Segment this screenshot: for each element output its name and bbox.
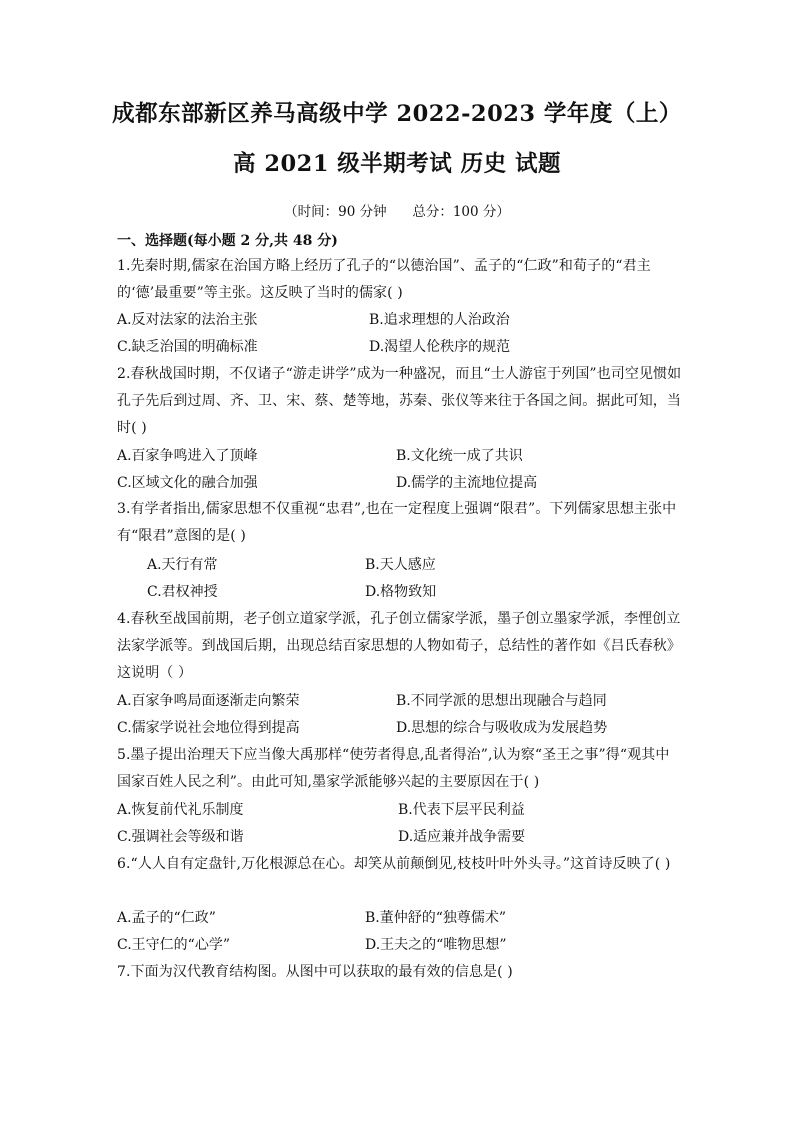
exam-title-line1: 成都东部新区养马高级中学 2022-2023 学年度（上） bbox=[112, 101, 682, 127]
question-2-option-a[interactable]: A.百家争鸣进入了顶峰 bbox=[117, 448, 258, 464]
question-1-option-c[interactable]: C.缺乏治国的明确标准 bbox=[117, 339, 258, 355]
question-2-option-d[interactable]: D.儒学的主流地位提高 bbox=[396, 475, 538, 491]
question-4-option-a[interactable]: A.百家争鸣局面逐渐走向繁荣 bbox=[117, 693, 300, 709]
question-5-stem: 5.墨子提出治理天下应当像大禹那样“使劳者得息,乱者得治”,认为察“圣王之事”得“观其中国家百姓人民之利”。由此可知,墨家学派能够兴起的主要原因在于( ) bbox=[117, 747, 670, 790]
question-3-option-a[interactable]: A.天行有常 bbox=[147, 557, 218, 573]
exam-time-info: （时间：90 分钟 总分：100 分） bbox=[284, 204, 510, 220]
question-5-option-b[interactable]: B.代表下层平民利益 bbox=[398, 802, 525, 818]
question-1-option-b[interactable]: B.追求理想的人治政治 bbox=[369, 312, 510, 328]
question-3-option-d[interactable]: D.格物致知 bbox=[365, 584, 437, 600]
question-2-option-c[interactable]: C.区域文化的融合加强 bbox=[117, 475, 258, 491]
question-1-option-a[interactable]: A.反对法家的法治主张 bbox=[117, 312, 258, 328]
question-2-stem: 2.春秋战国时期，不仅诸子“游走讲学”成为一种盛况，而且“士人游宦于列国”也司空见惯如孔子先后到过周、齐、卫、宋、蔡、楚等地，苏秦、张仪等来往于各国之间。据此可知，当时( ) bbox=[117, 366, 682, 436]
question-5-option-d[interactable]: D.适应兼并战争需要 bbox=[398, 829, 526, 845]
question-5-option-c[interactable]: C.强调社会等级和谐 bbox=[117, 829, 244, 845]
question-1-option-d[interactable]: D.渴望人伦秩序的规范 bbox=[369, 339, 511, 355]
question-2-option-b[interactable]: B.文化统一成了共识 bbox=[396, 448, 523, 464]
question-6-stem: 6.“人人自有定盘针,万化根源总在心。却笑从前颠倒见,枝枝叶叶外头寻。”这首诗反映了( ) bbox=[117, 856, 671, 872]
question-3-stem: 3.有学者指出,儒家思想不仅重视“忠君”,也在一定程度上强调“限君”。下列儒家思想主张中有“限君”意图的是( ) bbox=[117, 501, 677, 544]
question-6-option-d[interactable]: D.王夫之的“唯物思想” bbox=[365, 937, 507, 953]
question-6-option-a[interactable]: A.孟子的“仁政” bbox=[117, 910, 216, 926]
question-3-option-c[interactable]: C.君权神授 bbox=[147, 584, 218, 600]
question-7-stem: 7.下面为汉代教育结构图。从图中可以获取的最有效的信息是( ) bbox=[117, 964, 513, 980]
exam-title-line2: 高 2021 级半期考试 历史 试题 bbox=[233, 151, 561, 177]
section-title: 一、选择题(每小题 2 分,共 48 分) bbox=[117, 233, 338, 249]
question-6-option-c[interactable]: C.王守仁的“心学” bbox=[117, 937, 230, 953]
question-5-option-a[interactable]: A.恢复前代礼乐制度 bbox=[117, 802, 244, 818]
question-4-stem: 4.春秋至战国前期，老子创立道家学派，孔子创立儒家学派，墨子创立墨家学派，李悝创立法家学派等。到战国后期，出现总结百家思想的人物如荀子，总结性的著作如《吕氏春秋》这说明（ ） bbox=[117, 611, 681, 681]
question-4-option-b[interactable]: B.不同学派的思想出现融合与趋同 bbox=[396, 693, 607, 709]
question-4-option-c[interactable]: C.儒家学说社会地位得到提高 bbox=[117, 720, 300, 736]
question-3-option-b[interactable]: B.天人感应 bbox=[365, 557, 436, 573]
question-1-stem: 1.先秦时期,儒家在治国方略上经历了孔子的“以德治国”、孟子的“仁政”和荀子的“君主的‘德’最重要”等主张。这反映了当时的儒家( ) bbox=[117, 258, 651, 301]
question-4-option-d[interactable]: D.思想的综合与吸收成为发展趋势 bbox=[396, 720, 608, 736]
question-6-option-b[interactable]: B.董仲舒的“独尊儒术” bbox=[365, 910, 507, 926]
